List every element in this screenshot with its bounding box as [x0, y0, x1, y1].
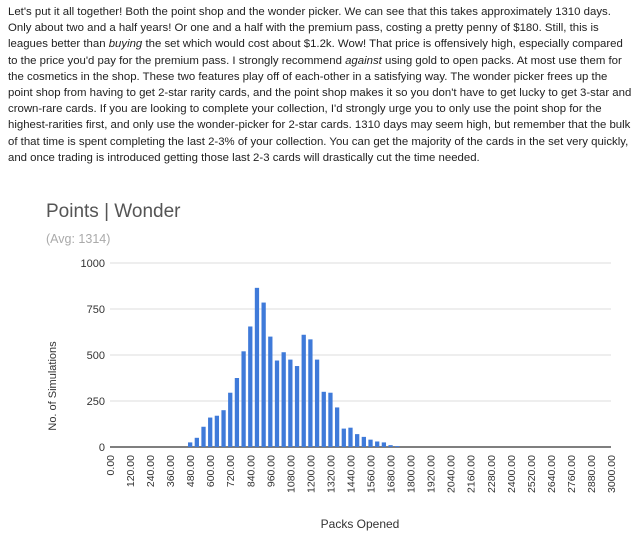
x-tick-label: 960.00 [265, 455, 278, 488]
x-tick-label: 1560.00 [365, 455, 378, 493]
x-tick-label: 1320.00 [325, 455, 338, 493]
article-text-3: using gold to open packs. At most use them for the cosmetics in the shop. These two features play off of each-other in a satisfying way. The wonder picker frees up the point shop from having to get 2-star rarity cards, and the point shop makes it so you don't have to get lucky to get 3-star and crown-rare cards. If you are looking to complete your collection, I'd strongly urge you to only use the point shop for the highest-rarities first, and only use the wonder-picker for 2-star cards. 1310 days may seem high, but remember that the bulk of that time is spent completing the last 2-3% of your collection. You can get the majority of the cards in the set very quickly, and once trading is introduced getting those last 2-3 cards will drastically cut the time needed. [8, 54, 632, 164]
histogram-bar [308, 339, 312, 447]
x-tick-label: 2400.00 [505, 455, 518, 493]
histogram-bar [342, 429, 346, 447]
x-tick-label: 0.00 [105, 455, 117, 476]
histogram-bar [248, 326, 252, 447]
histogram-bar [295, 366, 299, 447]
article-text-1: Let's put it all together! Both the point shop and the wonder picker. We can see that this takes approximately 1310 days. Only about two and a half years! Or one and a half with the premium pass, costing a pretty penny of $180. Still, this is leagues better than [8, 6, 611, 51]
histogram-bar [315, 360, 319, 447]
x-tick-labels [105, 455, 618, 493]
histogram-bar [322, 392, 326, 447]
x-tick-label: 2160.00 [465, 455, 478, 493]
gridlines [110, 263, 611, 447]
histogram-bar [388, 445, 392, 447]
x-tick-label: 360.00 [165, 455, 178, 488]
x-tick-label: 480.00 [185, 455, 198, 488]
histogram-bar [328, 393, 332, 447]
histogram-bar [362, 437, 366, 447]
x-tick-label: 2040.00 [445, 455, 458, 493]
histogram-bar [195, 438, 199, 447]
histogram-bar [395, 446, 399, 447]
article-text-2: the set which would cost about $1.2k. Wow! That price is offensively high, especially compared to the price you'd pay for the premium pass. I strongly recommend [8, 38, 623, 67]
chart-title: Points | Wonder [46, 201, 181, 222]
y-tick-label: 250 [86, 396, 105, 408]
histogram-bar [275, 361, 279, 447]
histogram-bar [335, 407, 339, 447]
y-tick-label: 500 [86, 350, 105, 362]
bars [188, 288, 399, 447]
x-tick-label: 3000.00 [606, 455, 618, 493]
histogram-bar [188, 442, 192, 447]
y-axis-label: No. of Simulations [47, 341, 59, 431]
x-tick-label: 600.00 [205, 455, 218, 488]
histogram-bar [268, 337, 272, 447]
histogram-bar [348, 428, 352, 447]
histogram-bar [215, 416, 219, 447]
histogram-bar [255, 288, 259, 447]
histogram-bar [282, 352, 286, 447]
x-tick-label: 240.00 [145, 455, 158, 488]
x-tick-label: 2280.00 [485, 455, 498, 493]
histogram-bar [355, 434, 359, 447]
histogram-bar [368, 440, 372, 447]
x-tick-label: 840.00 [245, 455, 258, 488]
x-tick-label: 2640.00 [545, 455, 558, 493]
x-axis-label: Packs Opened [320, 517, 400, 531]
x-tick-label: 1680.00 [385, 455, 398, 493]
x-tick-label: 1080.00 [285, 455, 298, 493]
x-tick-label: 2760.00 [565, 455, 578, 493]
histogram-bar [241, 351, 245, 447]
histogram-bar [288, 360, 292, 447]
x-tick-label: 120.00 [125, 455, 138, 488]
x-tick-label: 2520.00 [525, 455, 538, 493]
x-tick-label: 1200.00 [305, 455, 318, 493]
x-tick-label: 720.00 [225, 455, 238, 488]
y-tick-label: 0 [98, 442, 105, 454]
histogram-bar [208, 418, 212, 447]
chart-subtitle: (Avg: 1314) [46, 232, 111, 246]
y-tick-label: 750 [86, 304, 105, 316]
histogram-bar [375, 441, 379, 447]
article-emphasis-buying: buying [108, 38, 143, 51]
histogram-bar [221, 410, 225, 447]
x-tick-label: 1440.00 [345, 455, 358, 493]
x-tick-label: 1920.00 [425, 455, 438, 493]
y-tick-label: 1000 [80, 258, 105, 270]
histogram-bar [228, 393, 232, 447]
x-tick-label: 2880.00 [585, 455, 598, 493]
histogram-bar [302, 335, 306, 447]
histogram-bar [382, 442, 386, 447]
article-emphasis-against: against [345, 54, 382, 67]
y-tick-labels [81, 258, 105, 454]
histogram-bar [262, 303, 266, 447]
histogram-bar [201, 427, 205, 447]
x-tick-label: 1800.00 [405, 455, 418, 493]
histogram-bar [235, 378, 239, 447]
